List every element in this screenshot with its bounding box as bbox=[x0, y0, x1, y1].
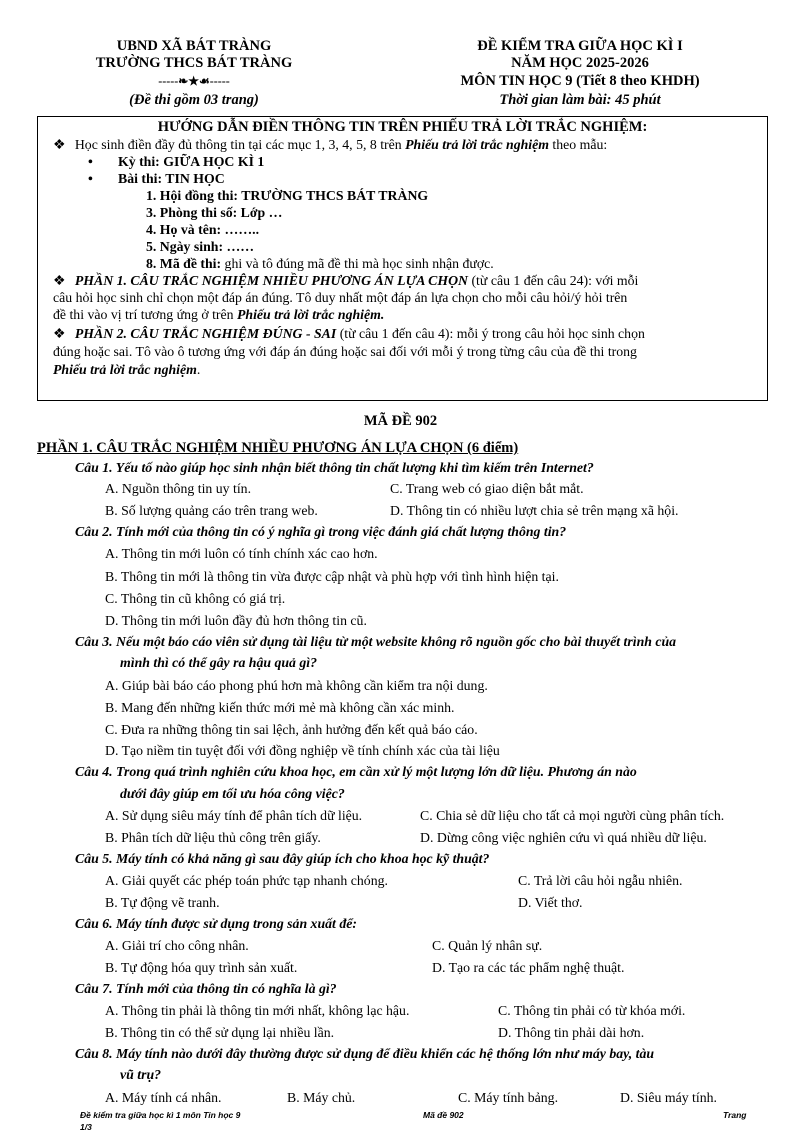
question-4 bbox=[75, 763, 637, 780]
question-1 bbox=[75, 459, 594, 476]
part2-line3-tail: . bbox=[196, 362, 201, 377]
intro-emphasis: Phiếu trả lời trắc nghiệm bbox=[405, 137, 549, 152]
footer-page-number: 1/3 bbox=[80, 1122, 92, 1132]
part2-text: (từ câu 1 đến câu 4): mỗi ý trong câu hỏi học sinh chọn bbox=[336, 326, 645, 341]
header-ornament: -----❧★☙----- bbox=[158, 74, 230, 88]
question-label: Câu 5. bbox=[75, 851, 113, 866]
part1-heading: PHẦN 1. CÂU TRẮC NGHIỆM NHIỀU PHƯƠNG ÁN LỰA CHỌN bbox=[74, 273, 469, 288]
q5-option-d: D. Viết thơ. bbox=[518, 895, 583, 910]
question-8 bbox=[75, 1045, 654, 1062]
part2-heading: PHẦN 2. CÂU TRẮC NGHIỆM ĐÚNG - SAI bbox=[74, 326, 337, 341]
part1-line2: câu hỏi học sinh chỉ chọn một đáp án đúng. Tô duy nhất một đáp án lựa chọn cho mỗi câu hỏi/ý hỏi trên bbox=[53, 290, 628, 305]
question-6 bbox=[75, 915, 357, 932]
question-text: Trong quá trình nghiên cứu khoa học, em cần xử lý một lượng lớn dữ liệu. Phương án nào bbox=[116, 764, 637, 779]
exam-name-row bbox=[88, 153, 265, 170]
q3-option-d: D. Tạo niềm tin tuyệt đối với đồng nghiệp về tính chính xác của tài liệu bbox=[105, 743, 500, 758]
part1-instruction bbox=[53, 272, 638, 289]
part2-line3-emphasis: Phiếu trả lời trắc nghiệm bbox=[53, 362, 197, 377]
question-2 bbox=[75, 523, 566, 540]
field-council: 1. Hội đồng thi: TRƯỜNG THCS BÁT TRÀNG bbox=[146, 188, 429, 203]
q2-option-d: D. Thông tin mới luôn đầy đủ hơn thông tin cũ. bbox=[105, 613, 367, 628]
exam-title: ĐỀ KIỂM TRA GIỮA HỌC KÌ I bbox=[477, 38, 683, 54]
q7-option-b: B. Thông tin có thể sử dụng lại nhiều lần. bbox=[105, 1025, 335, 1040]
q6-option-b: B. Tự động hóa quy trình sản xuất. bbox=[105, 960, 298, 975]
q8-option-a: A. Máy tính cá nhân. bbox=[105, 1090, 222, 1105]
q3-option-b: B. Mang đến những kiến thức mới mẻ mà không cần xác minh. bbox=[105, 700, 455, 715]
question-label: Câu 2. bbox=[75, 524, 113, 539]
instruction-intro bbox=[53, 136, 607, 153]
exam-name: Kỳ thi: GIỮA HỌC KÌ 1 bbox=[118, 154, 265, 169]
q5-option-b: B. Tự động vẽ tranh. bbox=[105, 895, 220, 910]
q8-option-d: D. Siêu máy tính. bbox=[620, 1090, 717, 1105]
q2-option-a: A. Thông tin mới luôn có tính chính xác cao hơn. bbox=[105, 546, 378, 561]
footer-right: Trang bbox=[723, 1110, 747, 1120]
question-5 bbox=[75, 850, 489, 867]
field-exam-code bbox=[146, 255, 494, 272]
school-year: NĂM HỌC 2025-2026 bbox=[511, 55, 649, 71]
bullet-dot-icon: • bbox=[88, 171, 93, 186]
question-text: Máy tính có khả năng gì sau đây giúp ích cho khoa học kỹ thuật? bbox=[116, 851, 490, 866]
q6-option-a: A. Giải trí cho công nhân. bbox=[105, 938, 249, 953]
question-7 bbox=[75, 980, 337, 997]
q5-option-c: C. Trả lời câu hỏi ngẫu nhiên. bbox=[518, 873, 683, 888]
q7-option-d: D. Thông tin phải dài hơn. bbox=[498, 1025, 645, 1040]
page-count-note: (Đề thi gồm 03 trang) bbox=[129, 92, 259, 108]
diamond-bullet-icon: ❖ bbox=[53, 326, 66, 341]
question-text: Yếu tố nào giúp học sinh nhận biết thông tin chất lượng khi tìm kiếm trên Internet? bbox=[115, 460, 594, 475]
school-authority: UBND XÃ BÁT TRÀNG bbox=[116, 38, 272, 54]
part1-line3 bbox=[53, 306, 384, 323]
q1-option-b: B. Số lượng quảng cáo trên trang web. bbox=[105, 503, 318, 518]
q1-option-d: D. Thông tin có nhiều lượt chia sẻ trên mạng xã hội. bbox=[390, 503, 679, 518]
question-label: Câu 6. bbox=[75, 916, 113, 931]
question-label: Câu 7. bbox=[75, 981, 113, 996]
q3-option-c: C. Đưa ra những thông tin sai lệch, ảnh hưởng đến kết quả báo cáo. bbox=[105, 722, 478, 737]
field-room: 3. Phòng thi số: Lớp … bbox=[146, 205, 283, 220]
section-title: PHẦN 1. CÂU TRẮC NGHIỆM NHIỀU PHƯƠNG ÁN LỰA CHỌN (6 điểm) bbox=[37, 440, 519, 456]
question-3 bbox=[75, 633, 676, 650]
q7-option-a: A. Thông tin phải là thông tin mới nhất, không lạc hậu. bbox=[105, 1003, 410, 1018]
q4-option-b: B. Phân tích dữ liệu thủ công trên giấy. bbox=[105, 830, 321, 845]
test-name-row bbox=[88, 170, 225, 187]
q7-option-c: C. Thông tin phải có từ khóa mới. bbox=[498, 1003, 686, 1018]
bullet-dot-icon: • bbox=[88, 154, 93, 169]
question-label: Câu 3. bbox=[75, 634, 113, 649]
question-8-cont: vũ trụ? bbox=[120, 1067, 162, 1082]
field-dob: 5. Ngày sinh: …… bbox=[146, 239, 255, 254]
q1-option-c: C. Trang web có giao diện bắt mắt. bbox=[390, 481, 584, 496]
question-label: Câu 1. bbox=[75, 460, 113, 475]
diamond-bullet-icon: ❖ bbox=[53, 137, 66, 152]
question-text: Nếu một báo cáo viên sử dụng tài liệu từ một website không rõ nguồn gốc cho bài thuyết trình của bbox=[116, 634, 677, 649]
part2-instruction bbox=[53, 325, 645, 342]
footer-left: Đề kiểm tra giữa học kì 1 môn Tin học 9 bbox=[80, 1110, 241, 1120]
subject: MÔN TIN HỌC 9 (Tiết 8 theo KHDH) bbox=[460, 73, 700, 89]
duration: Thời gian làm bài: 45 phút bbox=[499, 92, 661, 108]
intro-tail: theo mẫu: bbox=[548, 137, 608, 152]
part1-text: (từ câu 1 đến câu 24): với mỗi bbox=[468, 273, 639, 288]
question-3-cont: mình thì có thể gây ra hậu quả gì? bbox=[120, 655, 318, 670]
q8-option-b: B. Máy chủ. bbox=[287, 1090, 356, 1105]
q2-option-c: C. Thông tin cũ không có giá trị. bbox=[105, 591, 286, 606]
footer-center: Mã đề 902 bbox=[423, 1110, 464, 1120]
question-text: Máy tính được sử dụng trong sản xuất để: bbox=[116, 916, 357, 931]
field-exam-code-text: ghi và tô đúng mã đề thi mà học sinh nhận được. bbox=[221, 256, 494, 271]
question-text: Máy tính nào dưới đây thường được sử dụng để điều khiển các hệ thống lớn như máy bay, tàu bbox=[116, 1046, 655, 1061]
q5-option-a: A. Giải quyết các phép toán phức tạp nhanh chóng. bbox=[105, 873, 388, 888]
question-label: Câu 8. bbox=[75, 1046, 113, 1061]
part2-line2: đúng hoặc sai. Tô vào ô tương ứng với đáp án đúng hoặc sai đối với mỗi ý trong từng câu của đề thi trong bbox=[53, 344, 637, 359]
q6-option-d: D. Tạo ra các tác phẩm nghệ thuật. bbox=[432, 960, 625, 975]
instruction-title: HƯỚNG DẪN ĐIỀN THÔNG TIN TRÊN PHIẾU TRẢ LỜI TRẮC NGHIỆM: bbox=[157, 119, 648, 135]
q3-option-a: A. Giúp bài báo cáo phong phú hơn mà không cần kiểm tra nội dung. bbox=[105, 678, 488, 693]
exam-code: MÃ ĐỀ 902 bbox=[363, 413, 438, 429]
part2-line3 bbox=[53, 361, 200, 378]
intro-text: Học sinh điền đầy đủ thông tin tại các mục 1, 3, 4, 5, 8 trên bbox=[74, 137, 406, 152]
part1-line3-text: đề thi vào vị trí tương ứng ở trên bbox=[53, 307, 237, 322]
question-text: Tính mới của thông tin có ý nghĩa gì trong việc đánh giá chất lượng thông tin? bbox=[116, 524, 567, 539]
diamond-bullet-icon: ❖ bbox=[53, 273, 66, 288]
q4-option-c: C. Chia sẻ dữ liệu cho tất cả mọi người cùng phân tích. bbox=[420, 808, 725, 823]
q8-option-c: C. Máy tính bảng. bbox=[458, 1090, 559, 1105]
question-label: Câu 4. bbox=[75, 764, 113, 779]
q4-option-a: A. Sử dụng siêu máy tính để phân tích dữ liệu. bbox=[105, 808, 363, 823]
q1-option-a: A. Nguồn thông tin uy tín. bbox=[105, 481, 252, 496]
school-name: TRƯỜNG THCS BÁT TRÀNG bbox=[95, 55, 293, 71]
field-name: 4. Họ và tên: …….. bbox=[146, 222, 260, 237]
test-name: Bài thi: TIN HỌC bbox=[118, 171, 225, 186]
question-4-cont: dưới đây giúp em tối ưu hóa công việc? bbox=[120, 786, 345, 801]
q6-option-c: C. Quản lý nhân sự. bbox=[432, 938, 543, 953]
question-text: Tính mới của thông tin có nghĩa là gì? bbox=[116, 981, 337, 996]
field-exam-code-label: 8. Mã đề thi: bbox=[146, 256, 222, 271]
part1-line3-emphasis: Phiếu trả lời trắc nghiệm. bbox=[236, 307, 385, 322]
q4-option-d: D. Dừng công việc nghiên cứu vì quá nhiều dữ liệu. bbox=[420, 830, 707, 845]
q2-option-b: B. Thông tin mới là thông tin vừa được cập nhật và phù hợp với tình hình hiện tại. bbox=[105, 569, 559, 584]
